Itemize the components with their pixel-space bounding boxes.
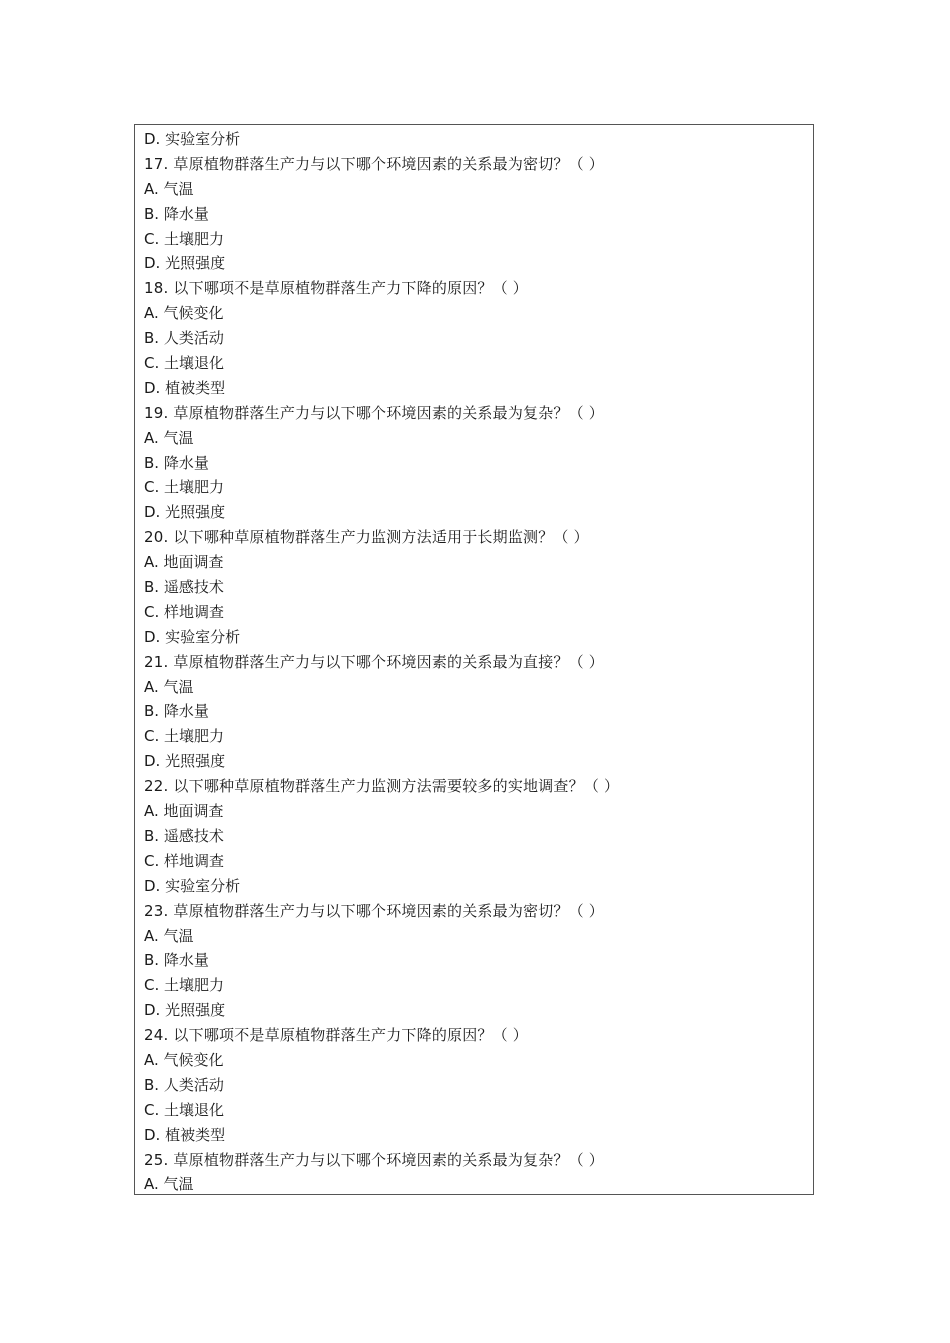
answer-option: C. 土壤退化 <box>144 354 225 373</box>
answer-option: A. 地面调查 <box>144 802 224 821</box>
question-text: 24. 以下哪项不是草原植物群落生产力下降的原因？（ ） <box>144 1026 528 1045</box>
answer-option: D. 光照强度 <box>144 254 226 273</box>
question-text: 25. 草原植物群落生产力与以下哪个环境因素的关系最为复杂？（ ） <box>144 1150 604 1169</box>
answer-option: C. 样地调查 <box>144 851 225 870</box>
answer-option: A. 气温 <box>144 179 194 198</box>
answer-option: D. 植被类型 <box>144 378 226 397</box>
answer-option: D. 实验室分析 <box>144 627 241 646</box>
answer-option: C. 土壤肥力 <box>144 727 225 746</box>
answer-option: A. 气温 <box>144 677 194 696</box>
question-text: 21. 草原植物群落生产力与以下哪个环境因素的关系最为直接？（ ） <box>144 652 604 671</box>
question-text: 20. 以下哪种草原植物群落生产力监测方法适用于长期监测？（ ） <box>144 528 589 547</box>
question-text: 17. 草原植物群落生产力与以下哪个环境因素的关系最为密切？（ ） <box>144 154 604 173</box>
answer-option: B. 遥感技术 <box>144 826 224 845</box>
answer-option: D. 光照强度 <box>144 503 226 522</box>
answer-option: D. 光照强度 <box>144 752 226 771</box>
answer-option: C. 土壤肥力 <box>144 229 225 248</box>
answer-option: A. 气温 <box>144 428 194 447</box>
answer-option: A. 气候变化 <box>144 1050 224 1069</box>
question-text: 19. 草原植物群落生产力与以下哪个环境因素的关系最为复杂？（ ） <box>144 403 604 422</box>
question-text: 23. 草原植物群落生产力与以下哪个环境因素的关系最为密切？（ ） <box>144 901 604 920</box>
answer-option: C. 土壤肥力 <box>144 478 225 497</box>
answer-option: D. 实验室分析 <box>144 130 241 148</box>
answer-option: B. 降水量 <box>144 951 209 970</box>
answer-option: D. 植被类型 <box>144 1125 226 1144</box>
answer-option: B. 降水量 <box>144 204 209 223</box>
answer-option: A. 气温 <box>144 1175 194 1194</box>
answer-option: C. 土壤肥力 <box>144 976 225 995</box>
answer-option: C. 土壤退化 <box>144 1100 225 1119</box>
answer-option: D. 实验室分析 <box>144 876 241 895</box>
answer-option: B. 降水量 <box>144 453 209 472</box>
document-frame <box>134 124 814 1195</box>
question-text: 18. 以下哪项不是草原植物群落生产力下降的原因？（ ） <box>144 279 528 298</box>
answer-option: B. 降水量 <box>144 702 209 721</box>
answer-option: B. 人类活动 <box>144 329 224 348</box>
answer-option: B. 人类活动 <box>144 1075 224 1094</box>
answer-option: A. 地面调查 <box>144 553 224 572</box>
answer-option: A. 气候变化 <box>144 304 224 323</box>
question-text: 22. 以下哪种草原植物群落生产力监测方法需要较多的实地调查？（ ） <box>144 777 620 796</box>
answer-option: B. 遥感技术 <box>144 578 224 597</box>
answer-option: A. 气温 <box>144 926 194 945</box>
answer-option: C. 样地调查 <box>144 602 225 621</box>
answer-option: D. 光照强度 <box>144 1001 226 1020</box>
question-list <box>144 127 813 1197</box>
